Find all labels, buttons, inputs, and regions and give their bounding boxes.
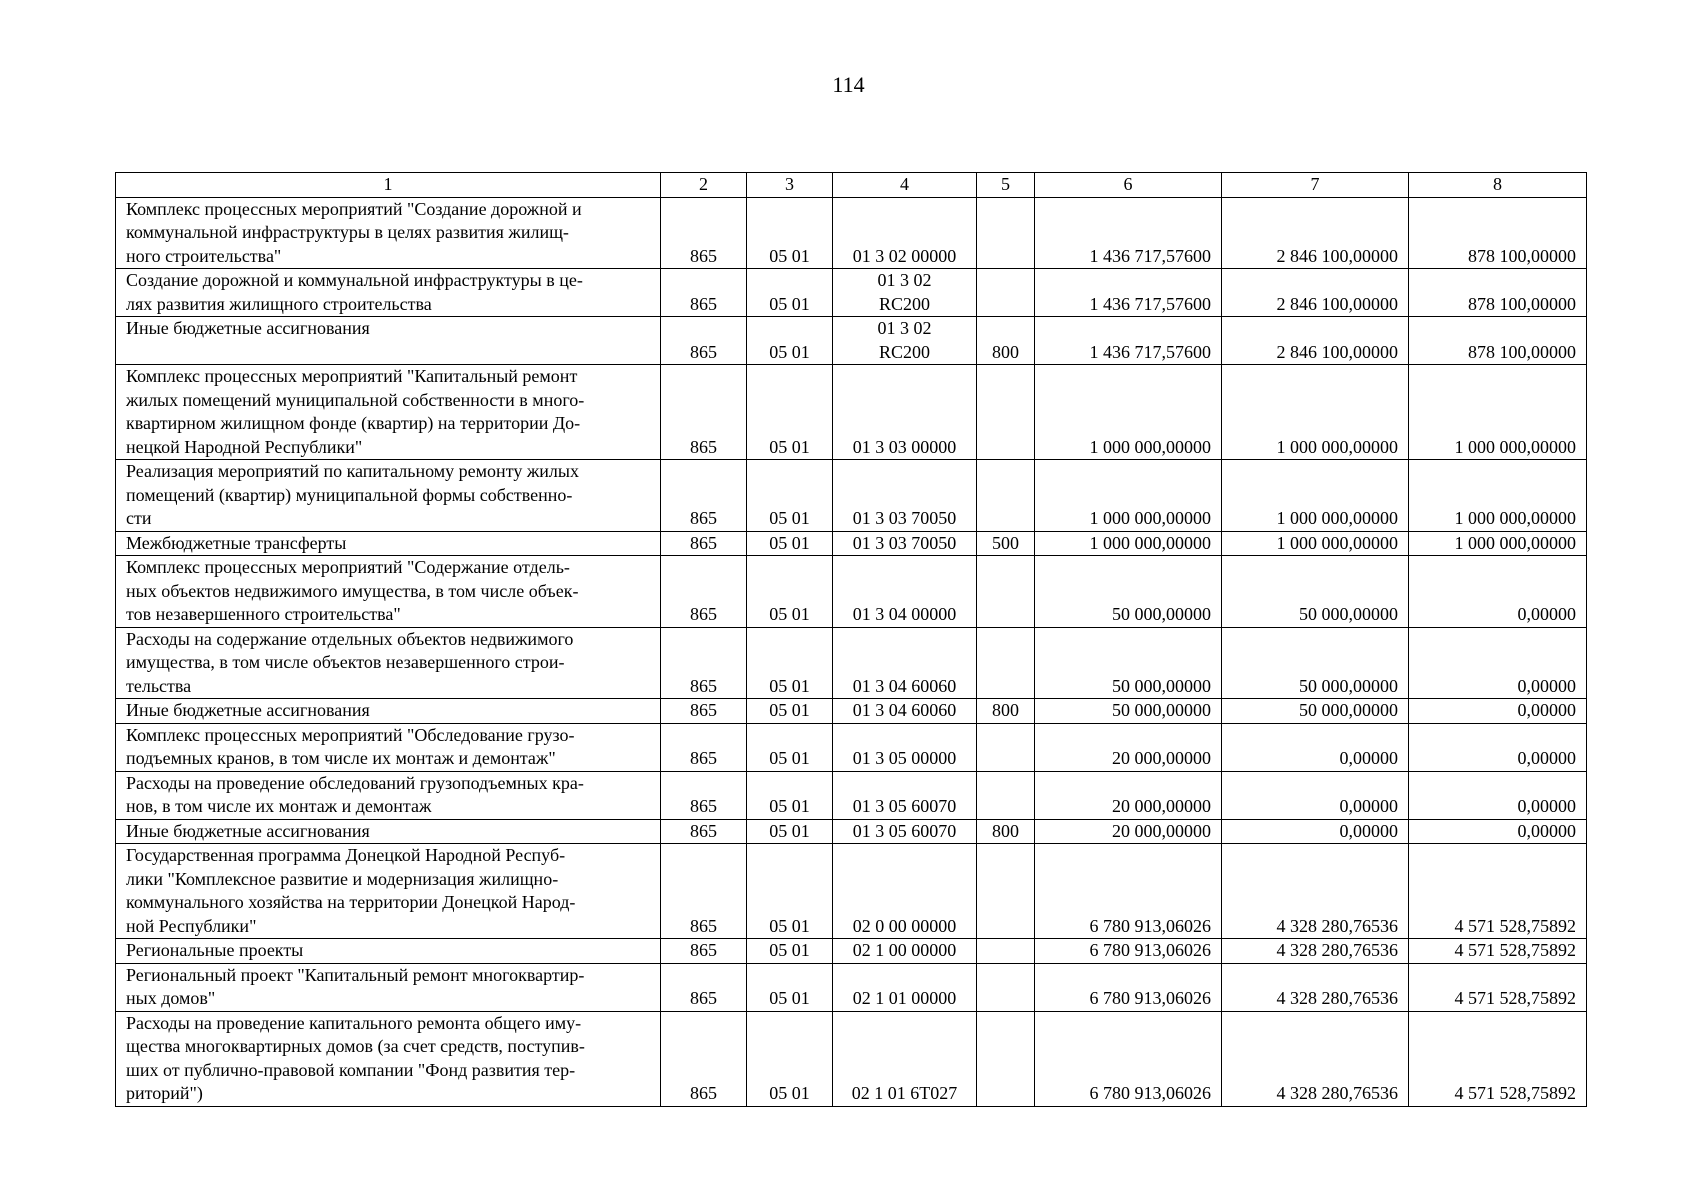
grbs-code: 865 <box>661 939 747 964</box>
grbs-code: 865 <box>661 317 747 365</box>
item-name-text: Региональные проекты <box>126 940 304 960</box>
item-name <box>116 723 661 771</box>
amount-col-6: 6 780 913,06026 <box>1035 939 1222 964</box>
amount-col-8: 1 000 000,00000 <box>1409 365 1587 460</box>
amount-col-7: 1 000 000,00000 <box>1222 460 1409 532</box>
amount-col-6: 20 000,00000 <box>1035 771 1222 819</box>
item-name-text: Расходы на содержание отдельных объектов недвижимого имущества, в том числе объектов незавершенного строи- тельства <box>126 628 574 696</box>
header-cell-2: 2 <box>661 173 747 198</box>
grbs-code: 865 <box>661 963 747 1011</box>
target-article: 01 3 03 00000 <box>833 365 977 460</box>
amount-col-8: 0,00000 <box>1409 699 1587 724</box>
grbs-code: 865 <box>661 365 747 460</box>
item-name-text: Иные бюджетные ассигнования <box>126 700 370 720</box>
amount-col-6: 6 780 913,06026 <box>1035 963 1222 1011</box>
table-body <box>116 197 1587 1106</box>
amount-col-8: 1 000 000,00000 <box>1409 460 1587 532</box>
amount-col-7: 2 846 100,00000 <box>1222 269 1409 317</box>
header-cell-5: 5 <box>977 173 1035 198</box>
table-row <box>116 365 1587 460</box>
amount-col-6: 1 000 000,00000 <box>1035 460 1222 532</box>
amount-col-8: 0,00000 <box>1409 819 1587 844</box>
section-code: 05 01 <box>747 269 833 317</box>
amount-col-6: 1 000 000,00000 <box>1035 531 1222 556</box>
target-article: 02 1 01 00000 <box>833 963 977 1011</box>
amount-col-6: 50 000,00000 <box>1035 627 1222 699</box>
amount-col-7: 1 000 000,00000 <box>1222 365 1409 460</box>
table-row <box>116 460 1587 532</box>
amount-col-8: 0,00000 <box>1409 771 1587 819</box>
item-name <box>116 819 661 844</box>
amount-col-6: 1 000 000,00000 <box>1035 365 1222 460</box>
target-article: 01 3 05 60070 <box>833 819 977 844</box>
header-cell-7: 7 <box>1222 173 1409 198</box>
header-row <box>116 173 1587 198</box>
expense-type <box>977 963 1035 1011</box>
target-article: 01 3 05 00000 <box>833 723 977 771</box>
item-name <box>116 317 661 365</box>
expense-type: 800 <box>977 819 1035 844</box>
table-row <box>116 531 1587 556</box>
amount-col-7: 50 000,00000 <box>1222 556 1409 628</box>
item-name <box>116 963 661 1011</box>
item-name-text: Расходы на проведение капитального ремонта общего иму- щества многоквартирных домов (за счет средств, поступив- ших от публично-правовой компании "Фонд развития тер- риторий") <box>126 1012 585 1103</box>
section-code: 05 01 <box>747 556 833 628</box>
table-row <box>116 556 1587 628</box>
table-row <box>116 1011 1587 1106</box>
amount-col-7: 0,00000 <box>1222 819 1409 844</box>
grbs-code: 865 <box>661 819 747 844</box>
section-code: 05 01 <box>747 723 833 771</box>
item-name <box>116 627 661 699</box>
amount-col-8: 4 571 528,75892 <box>1409 1011 1587 1106</box>
amount-col-6: 1 436 717,57600 <box>1035 197 1222 269</box>
expense-type: 500 <box>977 531 1035 556</box>
amount-col-6: 50 000,00000 <box>1035 699 1222 724</box>
grbs-code: 865 <box>661 699 747 724</box>
expense-type: 800 <box>977 699 1035 724</box>
header-cell-4: 4 <box>833 173 977 198</box>
amount-col-7: 1 000 000,00000 <box>1222 531 1409 556</box>
item-name-text: Создание дорожной и коммунальной инфраструктуры в це- лях развития жилищного строительства <box>126 270 583 314</box>
expense-type <box>977 1011 1035 1106</box>
table-row <box>116 844 1587 939</box>
section-code: 05 01 <box>747 699 833 724</box>
amount-col-6: 1 436 717,57600 <box>1035 317 1222 365</box>
expense-type <box>977 365 1035 460</box>
expense-type <box>977 269 1035 317</box>
item-name-text: Государственная программа Донецкой Народной Респуб- лики "Комплексное развитие и модернизация жилищно- коммунального хозяйства на территории Донецкой Народ- ной Республики" <box>126 845 576 936</box>
amount-col-6: 6 780 913,06026 <box>1035 1011 1222 1106</box>
amount-col-8: 4 571 528,75892 <box>1409 963 1587 1011</box>
item-name-text: Комплекс процессных мероприятий "Создание дорожной и коммунальной инфраструктуры в целях развития жилищ- ного строительства" <box>126 198 582 266</box>
item-name-text: Комплекс процессных мероприятий "Капитальный ремонт жилых помещений муниципальной собственности в много- квартирном жилищном фонде (квартир) на территории До- нецкой Народной Республики" <box>126 366 585 457</box>
target-article: 01 3 03 70050 <box>833 531 977 556</box>
item-name-text: Расходы на проведение обследований грузоподъемных кра- нов, в том числе их монтаж и демонтаж <box>126 772 584 816</box>
amount-col-8: 1 000 000,00000 <box>1409 531 1587 556</box>
expense-type: 800 <box>977 317 1035 365</box>
amount-col-8: 4 571 528,75892 <box>1409 939 1587 964</box>
item-name-text: Региональный проект "Капитальный ремонт многоквартир- ных домов" <box>126 964 585 1008</box>
header-cell-1: 1 <box>116 173 661 198</box>
amount-col-8: 4 571 528,75892 <box>1409 844 1587 939</box>
amount-col-7: 50 000,00000 <box>1222 699 1409 724</box>
amount-col-7: 4 328 280,76536 <box>1222 939 1409 964</box>
item-name-text: Иные бюджетные ассигнования <box>126 820 370 841</box>
target-article: 01 3 02 00000 <box>833 197 977 269</box>
amount-col-7: 4 328 280,76536 <box>1222 1011 1409 1106</box>
table-row <box>116 269 1587 317</box>
item-name <box>116 699 661 724</box>
amount-col-7: 2 846 100,00000 <box>1222 317 1409 365</box>
grbs-code: 865 <box>661 531 747 556</box>
header-cell-6: 6 <box>1035 173 1222 198</box>
amount-col-6: 6 780 913,06026 <box>1035 844 1222 939</box>
section-code: 05 01 <box>747 771 833 819</box>
amount-col-8: 0,00000 <box>1409 556 1587 628</box>
amount-col-7: 50 000,00000 <box>1222 627 1409 699</box>
target-article: 01 3 04 60060 <box>833 699 977 724</box>
target-article: 02 0 00 00000 <box>833 844 977 939</box>
expense-type <box>977 844 1035 939</box>
item-name-text: Межбюджетные трансферты <box>126 532 347 553</box>
section-code: 05 01 <box>747 627 833 699</box>
section-code: 05 01 <box>747 460 833 532</box>
table-row <box>116 963 1587 1011</box>
section-code: 05 01 <box>747 963 833 1011</box>
grbs-code: 865 <box>661 197 747 269</box>
item-name-text: Комплекс процессных мероприятий "Содержание отдель- ных объектов недвижимого имущества, в том числе объек- тов незавершенного строительства" <box>126 557 579 624</box>
amount-col-7: 2 846 100,00000 <box>1222 197 1409 269</box>
amount-col-6: 50 000,00000 <box>1035 556 1222 628</box>
grbs-code: 865 <box>661 556 747 628</box>
header-cell-8: 8 <box>1409 173 1587 198</box>
section-code: 05 01 <box>747 1011 833 1106</box>
section-code: 05 01 <box>747 365 833 460</box>
item-name <box>116 844 661 939</box>
section-code: 05 01 <box>747 197 833 269</box>
target-article: 01 3 02 RC200 <box>833 317 977 365</box>
section-code: 05 01 <box>747 317 833 365</box>
target-article: 01 3 03 70050 <box>833 460 977 532</box>
table-header <box>116 173 1587 198</box>
amount-col-7: 4 328 280,76536 <box>1222 844 1409 939</box>
target-article: 01 3 02 RC200 <box>833 269 977 317</box>
expense-type <box>977 771 1035 819</box>
table-row <box>116 771 1587 819</box>
grbs-code: 865 <box>661 723 747 771</box>
amount-col-8: 878 100,00000 <box>1409 197 1587 269</box>
section-code: 05 01 <box>747 939 833 964</box>
table-row <box>116 819 1587 844</box>
item-name <box>116 531 661 556</box>
grbs-code: 865 <box>661 269 747 317</box>
target-article: 02 1 00 00000 <box>833 939 977 964</box>
amount-col-6: 20 000,00000 <box>1035 819 1222 844</box>
expense-type <box>977 939 1035 964</box>
item-name <box>116 197 661 269</box>
table-row <box>116 723 1587 771</box>
item-name-text: Иные бюджетные ассигнования <box>126 318 370 338</box>
grbs-code: 865 <box>661 844 747 939</box>
item-name-text: Комплекс процессных мероприятий "Обследование грузо- подъемных кранов, в том числе их монтаж и демонтаж" <box>126 724 575 768</box>
amount-col-7: 4 328 280,76536 <box>1222 963 1409 1011</box>
table-row <box>116 317 1587 365</box>
item-name <box>116 269 661 317</box>
section-code: 05 01 <box>747 819 833 844</box>
amount-col-8: 0,00000 <box>1409 627 1587 699</box>
budget-table <box>115 172 1587 1107</box>
grbs-code: 865 <box>661 627 747 699</box>
target-article: 01 3 04 00000 <box>833 556 977 628</box>
amount-col-8: 0,00000 <box>1409 723 1587 771</box>
grbs-code: 865 <box>661 771 747 819</box>
expense-type <box>977 460 1035 532</box>
table-row <box>116 197 1587 269</box>
amount-col-6: 1 436 717,57600 <box>1035 269 1222 317</box>
expense-type <box>977 197 1035 269</box>
grbs-code: 865 <box>661 460 747 532</box>
item-name <box>116 460 661 532</box>
header-cell-3: 3 <box>747 173 833 198</box>
target-article: 01 3 05 60070 <box>833 771 977 819</box>
table-row <box>116 627 1587 699</box>
amount-col-6: 20 000,00000 <box>1035 723 1222 771</box>
item-name <box>116 556 661 628</box>
item-name <box>116 365 661 460</box>
grbs-code: 865 <box>661 1011 747 1106</box>
expense-type <box>977 556 1035 628</box>
amount-col-7: 0,00000 <box>1222 723 1409 771</box>
amount-col-7: 0,00000 <box>1222 771 1409 819</box>
page-number: 114 <box>832 72 865 97</box>
table-row <box>116 699 1587 724</box>
target-article: 02 1 01 6Т027 <box>833 1011 977 1106</box>
item-name <box>116 1011 661 1106</box>
item-name <box>116 939 661 964</box>
target-article: 01 3 04 60060 <box>833 627 977 699</box>
section-code: 05 01 <box>747 844 833 939</box>
amount-col-8: 878 100,00000 <box>1409 269 1587 317</box>
item-name <box>116 771 661 819</box>
table-row <box>116 939 1587 964</box>
item-name-text: Реализация мероприятий по капитальному ремонту жилых помещений (квартир) муниципальной формы собственно- сти <box>126 461 579 528</box>
amount-col-8: 878 100,00000 <box>1409 317 1587 365</box>
expense-type <box>977 627 1035 699</box>
expense-type <box>977 723 1035 771</box>
section-code: 05 01 <box>747 531 833 556</box>
